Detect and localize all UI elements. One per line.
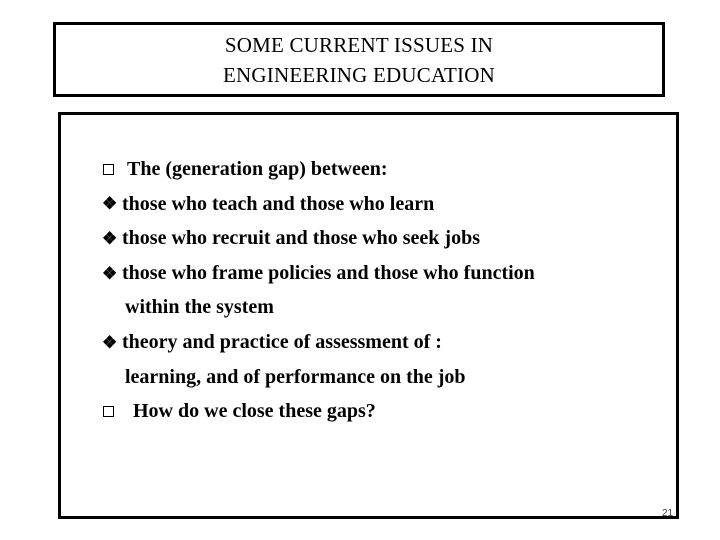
diamond-flower-bullet-icon: ❖: [102, 263, 118, 283]
bullet-text: within the system: [125, 296, 274, 319]
hollow-square-bullet-icon: [103, 164, 114, 175]
bullet-continuation: [102, 290, 535, 325]
bullet-item: [102, 394, 535, 429]
bullet-text: learning, and of performance on the job: [125, 365, 466, 388]
bullet-continuation: [102, 360, 535, 395]
slide-title-box: [53, 22, 665, 97]
slide-title-line-2: ENGINEERING EDUCATION: [223, 62, 495, 87]
bullet-text: those who recruit and those who seek jobs: [122, 227, 480, 250]
content-box: [58, 112, 679, 519]
bullet-item: [102, 152, 535, 187]
bullet-item: [102, 325, 535, 360]
bullet-item: [102, 187, 535, 222]
page-number: 21: [662, 508, 674, 519]
diamond-flower-bullet-icon: ❖: [102, 332, 118, 352]
hollow-square-bullet-icon: [103, 406, 114, 417]
slide-title-line-1: SOME CURRENT ISSUES IN: [224, 32, 494, 57]
bullet-item: [102, 256, 535, 291]
diamond-flower-bullet-icon: ❖: [102, 194, 118, 214]
bullet-text: those who frame policies and those who function: [122, 261, 535, 284]
bullet-text: How do we close these gaps?: [133, 400, 376, 423]
bullet-text: The (generation gap) between:: [127, 158, 388, 180]
bullet-text: those who teach and those who learn: [122, 192, 435, 215]
bullet-item: [102, 221, 535, 256]
diamond-flower-bullet-icon: ❖: [102, 228, 118, 248]
bullet-text: theory and practice of assessment of :: [122, 330, 442, 353]
bullet-list: [102, 152, 535, 429]
